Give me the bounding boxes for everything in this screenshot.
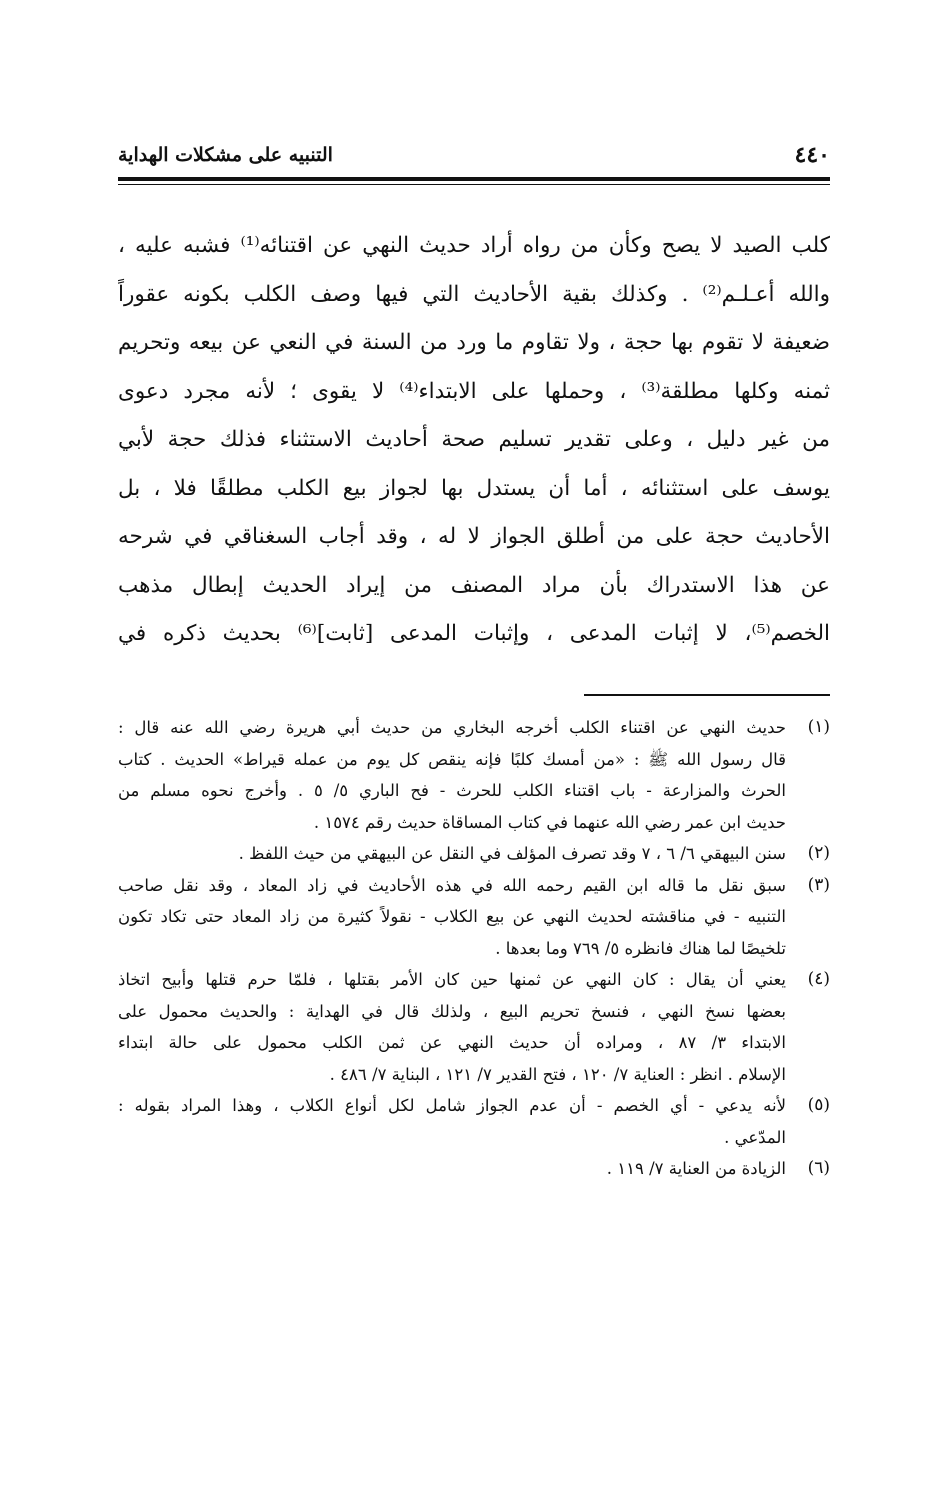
footnote-number: (٣) <box>807 874 830 895</box>
footnote-1 <box>118 712 830 838</box>
footnote-line: سبق نقل ما قاله ابن القيم رحمه الله في هذه الأحاديث في زاد المعاد ، وقد نقل صاحب <box>118 875 786 895</box>
text-line: عن هذا الاستدراك بأن مراد المصنف من إيراد الحديث إبطال مذهب <box>118 572 830 598</box>
text-line: يوسف على استثنائه ، أما أن يستدل بها لجواز بيع الكلب مطلقًا فلا ، بل <box>118 475 830 501</box>
footnote-line: الزيادة من العناية ٧/ ١١٩ . <box>606 1159 786 1178</box>
footnote-line: تلخيصًا لما هناك فانظره ٥/ ٧٦٩ وما بعدها . <box>495 938 786 958</box>
text-line: من غير دليل ، وعلى تقدير تسليم صحة أحاديث الاستثناء فذلك حجة لأبي <box>118 427 830 452</box>
footnote-line: الإسلام . انظر : العناية ٧/ ١٢٠ ، فتح القدير ٧/ ١٢١ ، البناية ٧/ ٤٨٦ . <box>329 1064 786 1084</box>
page-header <box>118 138 830 174</box>
footnote-separator <box>584 694 830 696</box>
page-number: ٤٤٠ <box>794 142 830 168</box>
text-line: كلب الصيد لا يصح وكأن من رواه أراد حديث النهي عن اقتنائه⁽¹⁾ فشبه عليه ، <box>118 233 830 258</box>
footnote-number: (٥) <box>807 1095 830 1115</box>
footnote-5 <box>118 1090 830 1153</box>
text-line: الخصم⁽⁵⁾، لا إثبات المدعى ، وإثبات المدعى [ثابت]⁽⁶⁾ بحديث ذكره في <box>118 621 830 646</box>
footnote-3 <box>118 870 830 965</box>
text-line: والله أعـلـم⁽²⁾ . وكذلك بقية الأحاديث التي فيها وصف الكلب بكونه عقوراً <box>118 281 830 307</box>
footnote-line: سنن البيهقي ٦/ ٦ ، ٧ وقد تصرف المؤلف في النقل عن البيهقي من حيث اللفظ . <box>238 844 786 863</box>
text-line: ضعيفة لا تقوم بها حجة ، ولا تقاوم ما ورد من السنة في النعي عن بيعه وتحريم <box>118 330 830 355</box>
main-text <box>118 222 830 659</box>
header-rule-thin <box>118 184 830 185</box>
footnote-line: حديث النهي عن اقتناء الكلب أخرجه البخاري من حديث أبي هريرة رضي الله عنه قال : <box>118 718 786 737</box>
text-line: ثمنه وكلها مطلقة⁽³⁾ ، وحملها على الابتداء⁽⁴⁾ لا يقوى ؛ لأنه مجرد دعوى <box>118 378 830 404</box>
footnote-line: لأنه يدعي - أي الخصم - أن عدم الجواز شامل لكل أنواع الكلاب ، وهذا المراد بقوله : <box>118 1096 786 1115</box>
footnote-number: (٦) <box>807 1158 830 1178</box>
running-title: التنبيه على مشكلات الهداية <box>118 144 333 166</box>
footnote-line: حديث ابن عمر رضي الله عنهما في كتاب المساقاة حديث رقم ١٥٧٤ . <box>313 812 786 832</box>
header-rule <box>118 177 830 181</box>
footnote-line: يعني أن يقال : كان النهي عن ثمنها حين كان الأمر بقتلها ، فلمّا حرم قتلها وأبيح اتخاذ <box>118 970 786 989</box>
footnote-4 <box>118 964 830 1090</box>
footnote-line: المدّعي . <box>724 1127 786 1147</box>
footnote-6 <box>118 1153 830 1185</box>
footnote-number: (٤) <box>807 969 830 989</box>
footnote-number: (١) <box>807 717 830 737</box>
footnote-2 <box>118 838 830 870</box>
text-line: الأحاديث حجة على من أطلق الجواز لا له ، وقد أجاب السغناقي في شرحه <box>118 524 830 549</box>
footnote-line: الابتداء ٣/ ٨٧ ، ومراده أن حديث النهي عن ثمن الكلب محمول على حالة ابتداء <box>118 1033 786 1052</box>
footnote-line: قال رسول الله ﷺ : «من أمسك كلبًا فإنه ينقص كل يوم من عمله قيراط» الحديث . كتاب <box>118 749 786 769</box>
footnote-number: (٢) <box>807 843 830 863</box>
footnote-line: الحرث والمزارعة - باب اقتناء الكلب للحرث - فح الباري ٥/ ٥ . وأخرج نحوه مسلم من <box>118 781 786 800</box>
footnote-line: التنبيه - في مناقشته لحديث النهي عن بيع الكلاب - نقولاً كثيرة من زاد المعاد حتى تكاد تكون <box>118 907 786 926</box>
footnotes <box>118 712 830 1185</box>
footnote-line: بعضها نسخ النهي ، فنسخ تحريم البيع ، ولذلك قال في الهداية : والحديث محمول على <box>118 1001 786 1021</box>
